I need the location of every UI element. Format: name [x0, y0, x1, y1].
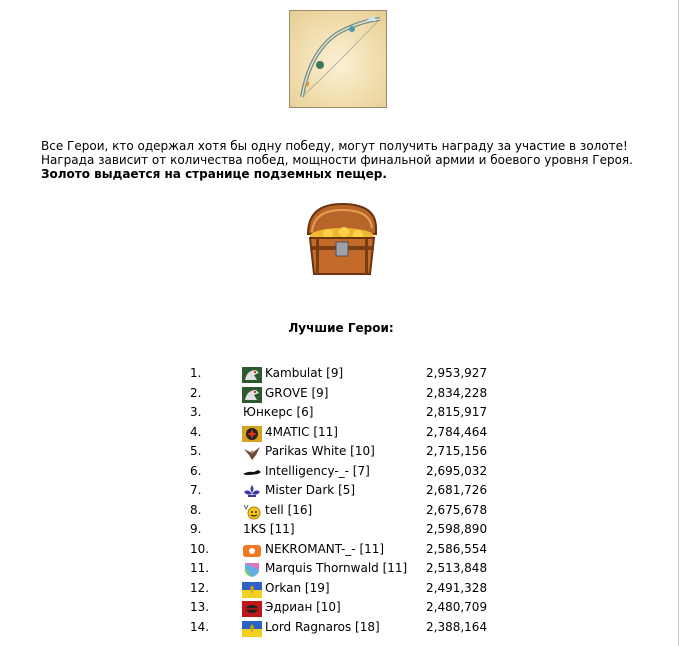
rank-number: 9.	[190, 522, 202, 536]
ranking-row	[0, 483, 682, 503]
bow-icon	[290, 11, 386, 107]
guild-flag-icon[interactable]	[242, 582, 262, 598]
ranking-row	[0, 581, 682, 601]
ranking-row	[0, 444, 682, 464]
ranking-row	[0, 522, 682, 542]
ranking-row	[0, 600, 682, 620]
guild-panther-icon[interactable]	[242, 465, 262, 481]
guild-fleur-icon[interactable]	[242, 484, 262, 500]
hero-name-link[interactable]: Mister Dark [5]	[265, 483, 356, 497]
rank-number: 2.	[190, 385, 202, 400]
ranking-row	[0, 366, 682, 386]
guild-shield-icon[interactable]	[242, 562, 262, 578]
hero-score: 2,784,464	[426, 424, 488, 439]
guild-red-icon[interactable]	[242, 601, 262, 617]
treasure-chest-icon	[300, 198, 384, 282]
hero-name-link[interactable]: Orkan [19]	[265, 580, 330, 595]
guild-star-icon[interactable]	[242, 426, 262, 442]
ranking-row	[0, 386, 682, 406]
hero-score: 2,513,848	[426, 561, 488, 575]
guild-dragon-icon[interactable]	[242, 367, 262, 383]
rank-number: 10.	[190, 541, 210, 556]
hero-name-link[interactable]: tell [16]	[265, 502, 313, 517]
rank-number: 13.	[190, 600, 210, 614]
hero-score: 2,388,164	[426, 619, 488, 634]
ranking-title: Лучшие Герои:	[288, 321, 394, 335]
rank-number: 7.	[190, 483, 202, 497]
rank-number: 14.	[190, 619, 210, 634]
rank-number: 5.	[190, 444, 202, 458]
hero-score: 2,598,890	[426, 522, 488, 536]
rank-number: 3.	[190, 405, 202, 419]
rank-number: 12.	[190, 580, 210, 595]
rank-number: 1.	[190, 366, 202, 380]
hero-name-link[interactable]: Lord Ragnaros [18]	[265, 619, 380, 634]
hero-name-link[interactable]: Parikas White [10]	[265, 444, 375, 458]
hero-name-link[interactable]: Эдриан [10]	[265, 600, 341, 614]
ranking-row	[0, 620, 682, 640]
hero-name-link[interactable]: Marquis Thornwald [11]	[265, 561, 408, 575]
ranking-row	[0, 561, 682, 581]
reward-description	[41, 139, 641, 181]
hero-score: 2,953,927	[426, 366, 488, 380]
ranking-row	[0, 425, 682, 445]
rank-number: 11.	[190, 561, 210, 575]
hero-name-link[interactable]: Юнкерс [6]	[243, 405, 314, 419]
treasure-chest-image	[300, 198, 384, 282]
guild-flag-icon[interactable]	[242, 621, 262, 637]
hero-score: 2,695,032	[426, 463, 488, 478]
hero-name-link[interactable]: 4MATIC [11]	[265, 424, 338, 439]
reward-text: Все Герои, кто одержал хотя бы одну победу, могут получить награду за участие в золоте! Награда зависит от количества побед, мощности финальной армии и боевого уровня Героя.	[41, 139, 633, 167]
hero-name-link[interactable]: 1KS [11]	[243, 522, 295, 536]
rank-number: 4.	[190, 424, 202, 439]
guild-eagle-icon[interactable]	[242, 445, 262, 461]
ranking-row	[0, 405, 682, 425]
hero-score: 2,681,726	[426, 483, 488, 497]
guild-orange-icon[interactable]	[242, 543, 262, 559]
guild-dragon-icon[interactable]	[242, 387, 262, 403]
hero-name-link[interactable]: Intelligency-_- [7]	[265, 463, 370, 478]
ranking-row	[0, 542, 682, 562]
hero-score: 2,675,678	[426, 502, 488, 517]
reward-text-bold: Золото выдается на странице подземных пещер.	[41, 167, 387, 181]
hero-name-link[interactable]: NEKROMANT-_- [11]	[265, 541, 385, 556]
hero-score: 2,480,709	[426, 600, 488, 614]
hero-score: 2,586,554	[426, 541, 488, 556]
rank-number: 6.	[190, 463, 202, 478]
ranking-row	[0, 503, 682, 523]
hero-score: 2,491,328	[426, 580, 488, 595]
hero-score: 2,815,917	[426, 405, 488, 419]
guild-smiley-icon[interactable]	[242, 504, 262, 520]
rank-number: 8.	[190, 502, 202, 517]
hero-score: 2,715,156	[426, 444, 488, 458]
hero-score: 2,834,228	[426, 385, 488, 400]
hero-name-link[interactable]: GROVE [9]	[265, 385, 329, 400]
ranking-row	[0, 464, 682, 484]
bow-reward-image	[289, 10, 387, 108]
hero-name-link[interactable]: Kambulat [9]	[265, 366, 344, 380]
